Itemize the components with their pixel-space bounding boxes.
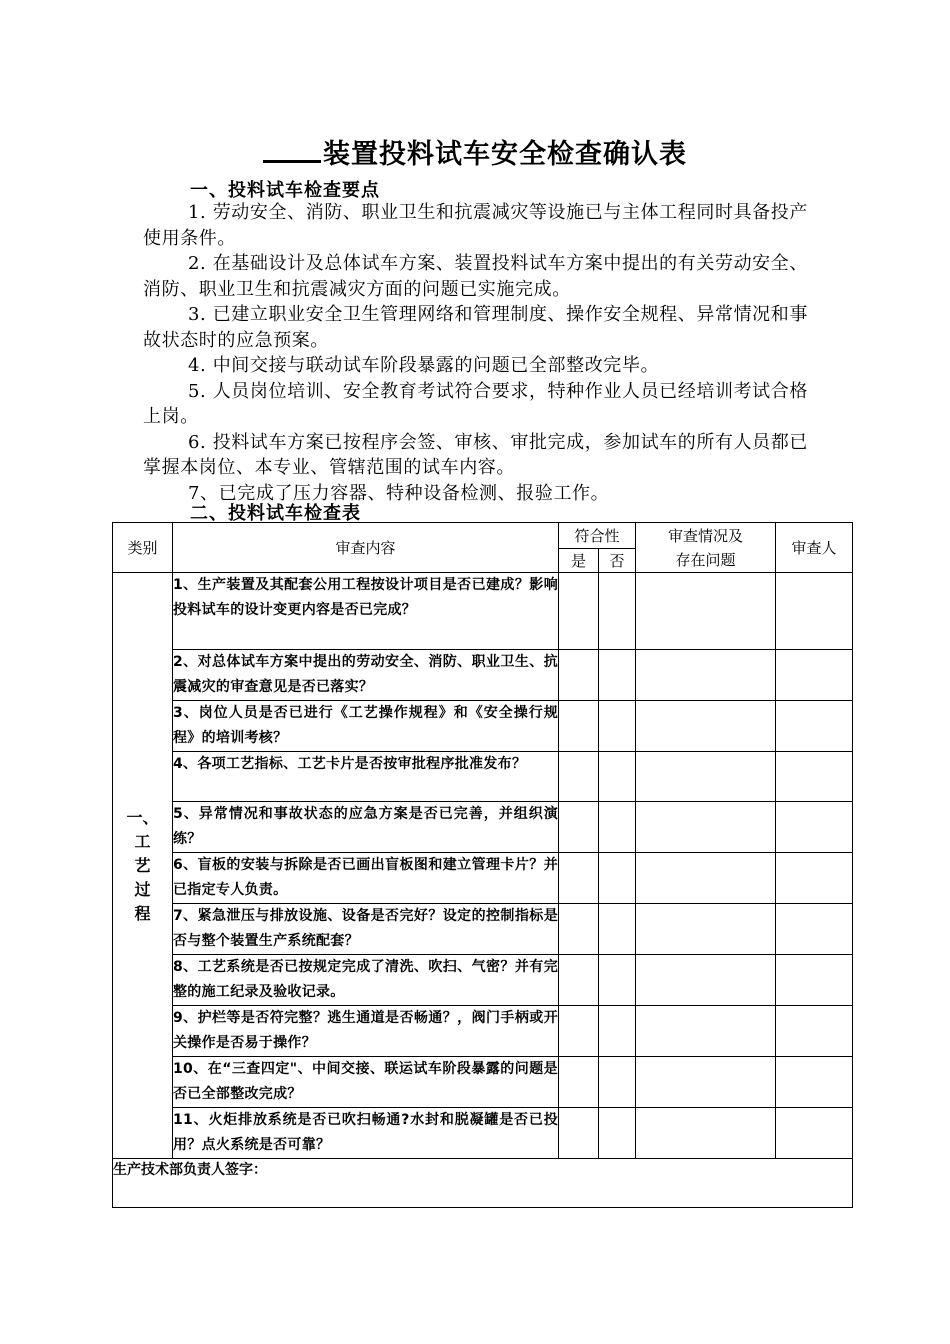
yes-cell[interactable] [559,904,599,955]
item-content: 9、护栏等是否符完整？逃生通道是否畅通？，阀门手柄或开关操作是否易于操作？ [173,1006,559,1057]
checkpoint-list [143,200,808,506]
category-cell: 一、 工 艺 过 程 [113,573,173,1159]
signature-field[interactable] [113,1159,853,1208]
reviewer-cell[interactable] [776,650,853,701]
item-content: 11、火炬排放系统是否已吹扫畅通?水封和脱凝罐是否已投用？点火系统是否可靠？ [173,1108,559,1159]
status-cell[interactable] [636,573,776,650]
header-conformity: 符合性 [559,523,636,549]
yes-cell[interactable] [559,1006,599,1057]
item-content: 3、岗位人员是否已进行《工艺操作规程》和《安全操行规程》的培训考核？ [173,701,559,752]
no-cell[interactable] [599,853,636,904]
no-cell[interactable] [599,802,636,853]
title-text: 装置投料试车安全检查确认表 [323,139,687,170]
header-category: 类别 [113,523,173,573]
reviewer-cell[interactable] [776,802,853,853]
item-content: 8、工艺系统是否已按规定完成了清洗、吹扫、气密？并有完整的施工纪录及验收记录。 [173,955,559,1006]
yes-cell[interactable] [559,802,599,853]
reviewer-cell[interactable] [776,752,853,802]
reviewer-cell[interactable] [776,573,853,650]
table-row [113,1108,853,1159]
table-row [113,1006,853,1057]
status-cell[interactable] [636,1057,776,1108]
checkpoint-item: 5. 人员岗位培训、安全教育考试符合要求，特种作业人员已经培训考试合格上岗。 [143,380,808,427]
table-row [113,853,853,904]
yes-cell[interactable] [559,573,599,650]
no-cell[interactable] [599,1108,636,1159]
reviewer-cell[interactable] [776,904,853,955]
no-cell[interactable] [599,904,636,955]
signature-row [113,1159,853,1208]
reviewer-cell[interactable] [776,853,853,904]
no-cell[interactable] [599,752,636,802]
item-content: 10、在“三查四定"、中间交接、联运试车阶段暴露的问题是否已全部整改完成？ [173,1057,559,1108]
section-heading-2: 二、投料试车检查表 [190,503,361,524]
checkpoint-item: 4. 中间交接与联动试车阶段暴露的问题已全部整改完毕。 [188,355,660,376]
reviewer-cell[interactable] [776,701,853,752]
table-row [113,701,853,752]
table-row [113,904,853,955]
yes-cell[interactable] [559,1108,599,1159]
header-no: 否 [599,549,636,573]
item-content: 6、盲板的安装与拆除是否已画出盲板图和建立管理卡片？并已指定专人负责。 [173,853,559,904]
yes-cell[interactable] [559,853,599,904]
reviewer-cell[interactable] [776,1108,853,1159]
checkpoint-item: 6. 投料试车方案已按程序会签、审核、审批完成，参加试车的所有人员都已掌握本岗位、本专业、管辖范围的试车内容。 [143,431,808,478]
table-row [113,752,853,802]
reviewer-cell[interactable] [776,955,853,1006]
table-row [113,650,853,701]
item-content: 5、异常情况和事故状态的应急方案是否已完善，并组织演练？ [173,802,559,853]
yes-cell[interactable] [559,1057,599,1108]
status-cell[interactable] [636,650,776,701]
table-row [113,802,853,853]
checkpoint-item: 2. 在基础设计及总体试车方案、装置投料试车方案中提出的有关劳动安全、消防、职业卫生和抗震减灾方面的问题已实施完成。 [143,253,808,300]
page-title [0,132,950,171]
inspection-table [112,522,853,1208]
item-content: 1、生产装置及其配套公用工程按设计项目是否已建成？影响投料试车的设计变更内容是否已完成？ [173,573,559,650]
status-cell[interactable] [636,1108,776,1159]
yes-cell[interactable] [559,650,599,701]
table-row [113,955,853,1006]
checkpoint-item: 7、已完成了压力容器、特种设备检测、报验工作。 [188,482,610,504]
header-reviewer: 审查人 [776,523,853,573]
no-cell[interactable] [599,701,636,752]
status-cell[interactable] [636,904,776,955]
no-cell[interactable] [599,955,636,1006]
header-content: 审查内容 [173,523,559,573]
yes-cell[interactable] [559,701,599,752]
header-status: 审查情况及存在问题 [636,523,776,573]
status-cell[interactable] [636,853,776,904]
header-yes: 是 [559,549,599,573]
status-cell[interactable] [636,955,776,1006]
signature-label: 生产技术部负责人签字： [113,1162,267,1178]
item-content: 2、对总体试车方案中提出的劳动安全、消防、职业卫生、抗震减灾的审查意见是否已落实？ [173,650,559,701]
no-cell[interactable] [599,573,636,650]
item-content: 4、各项工艺指标、工艺卡片是否按审批程序批准发布？ [173,752,559,802]
yes-cell[interactable] [559,955,599,1006]
no-cell[interactable] [599,650,636,701]
item-content: 7、紧急泄压与排放设施、设备是否完好？设定的控制指标是否与整个装置生产系统配套？ [173,904,559,955]
section-heading-1: 一、投料试车检查要点 [190,180,380,201]
table-row [113,1057,853,1108]
status-cell[interactable] [636,802,776,853]
checkpoint-item: 3. 已建立职业安全卫生管理网络和管理制度、操作安全规程、异常情况和事故状态时的应急预案。 [143,304,808,351]
status-cell[interactable] [636,701,776,752]
title-blank-line [263,138,321,163]
status-cell[interactable] [636,1006,776,1057]
table-row [113,573,853,650]
reviewer-cell[interactable] [776,1057,853,1108]
reviewer-cell[interactable] [776,1006,853,1057]
no-cell[interactable] [599,1057,636,1108]
yes-cell[interactable] [559,752,599,802]
no-cell[interactable] [599,1006,636,1057]
checkpoint-item: 1. 劳动安全、消防、职业卫生和抗震减灾等设施已与主体工程同时具备投产使用条件。 [143,202,808,249]
status-cell[interactable] [636,752,776,802]
